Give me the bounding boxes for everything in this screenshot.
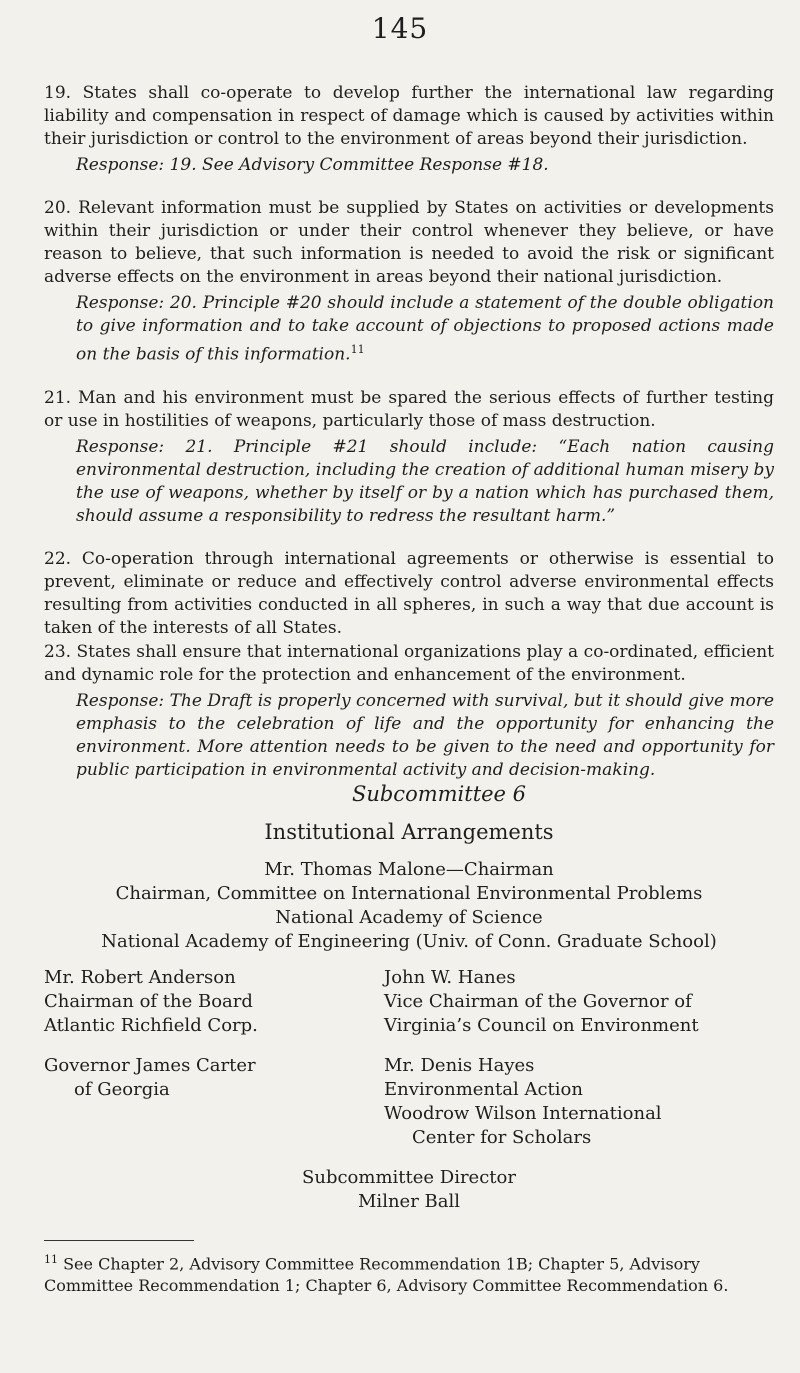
principle-21 <box>44 387 774 528</box>
footnote-text: See Chapter 2, Advisory Committee Recommendation 1B; Chapter 5, Advisory Committee Recommendation 1; Chapter 6, Advisory Committee Recommendation 6. <box>44 1253 729 1295</box>
member-title: Environmental Action <box>384 1078 583 1100</box>
document-body <box>44 82 774 1297</box>
response-text: Response: 21. Principle #21 should include: “Each nation causing environmental destruction, including the creation of additional human misery by the use of weapons, whether by itself or by a nation which has purchased them, should assume a responsibility to redress the resultant harm.” <box>76 436 774 526</box>
member-title: Center for Scholars <box>412 1126 592 1148</box>
member-title: Virginia’s Council on Environment <box>384 1014 699 1036</box>
member-title: of Georgia <box>74 1078 170 1100</box>
footnote-ref: 11 <box>350 343 365 356</box>
chair-affiliation: National Academy of Engineering (Univ. of Conn. Graduate School) <box>101 930 717 952</box>
response-body: Response: 20. Principle #20 should include a statement of the double obligation to give information and to take account of objections to proposed actions made on the basis of this information. <box>76 293 774 365</box>
subcommittee-heading: Subcommittee 6 <box>351 781 527 806</box>
member-name: Governor James Carter <box>44 1054 256 1076</box>
page-number: 145 <box>371 12 429 45</box>
principle-text: 22. Co-operation through international agreements or otherwise is essential to prevent, eliminate or reduce and effectively control adverse environmental effects resulting from activities conducted in all spheres, in such a way that due account is taken of the interests of all States. <box>44 548 774 638</box>
member-name: Mr. Robert Anderson <box>44 966 236 988</box>
chair-affiliation: National Academy of Science <box>275 906 543 928</box>
response-text: Response: 19. See Advisory Committee Response #18. <box>76 155 549 175</box>
member-column-left <box>44 966 384 1150</box>
response-text <box>76 292 774 367</box>
subcommittee-title: Institutional Arrangements <box>264 819 554 844</box>
principle-text: 23. States shall ensure that international organizations play a co-ordinated, efficient and dynamic role for the protection and enhancement of the environment. <box>44 641 774 685</box>
member-grid <box>44 966 774 1150</box>
chair-name: Mr. Thomas Malone—Chairman <box>264 858 554 880</box>
chair-block <box>44 858 774 954</box>
principle-text: 20. Relevant information must be supplied by States on activities or developments within their jurisdiction or under their control whenever they believe, or have reason to believe, that such information is needed to avoid the risk or significant adverse effects on the environment in areas beyond their national jurisdiction. <box>44 198 774 287</box>
member-name: Mr. Denis Hayes <box>384 1054 535 1076</box>
chair-affiliation: Chairman, Committee on International Environmental Problems <box>115 882 703 904</box>
footnote <box>44 1249 774 1297</box>
member-title: Woodrow Wilson International <box>384 1102 662 1124</box>
principle-20 <box>44 197 774 367</box>
director-name: Milner Ball <box>358 1190 460 1212</box>
director-label: Subcommittee Director <box>302 1166 516 1188</box>
member-title: Atlantic Richfield Corp. <box>44 1014 258 1036</box>
member-name: John W. Hanes <box>384 966 516 988</box>
member-title: Vice Chairman of the Governor of <box>384 990 692 1012</box>
principle-19 <box>44 82 774 177</box>
member-column-right <box>384 966 774 1150</box>
response-text: Response: The Draft is properly concerned with survival, but it should give more emphasis to the celebration of life and the opportunity for enhancing the environment. More attention needs to be given to the need and opportunity for public participation in environmental activity and decision-making. <box>76 690 775 780</box>
principles-22-23 <box>44 548 774 782</box>
footnote-rule <box>44 1240 194 1241</box>
member-title: Chairman of the Board <box>44 990 253 1012</box>
principle-text: 21. Man and his environment must be spared the serious effects of further testing or use in hostilities of weapons, particularly those of mass destruction. <box>44 387 774 431</box>
footnote-number: 11 <box>44 1252 58 1266</box>
principle-text: 19. States shall co-operate to develop further the international law regarding liability and compensation in respect of damage which is caused by activities within their jurisdiction or control to the environment of areas beyond their jurisdiction. <box>44 83 774 149</box>
director-block <box>44 1166 774 1214</box>
